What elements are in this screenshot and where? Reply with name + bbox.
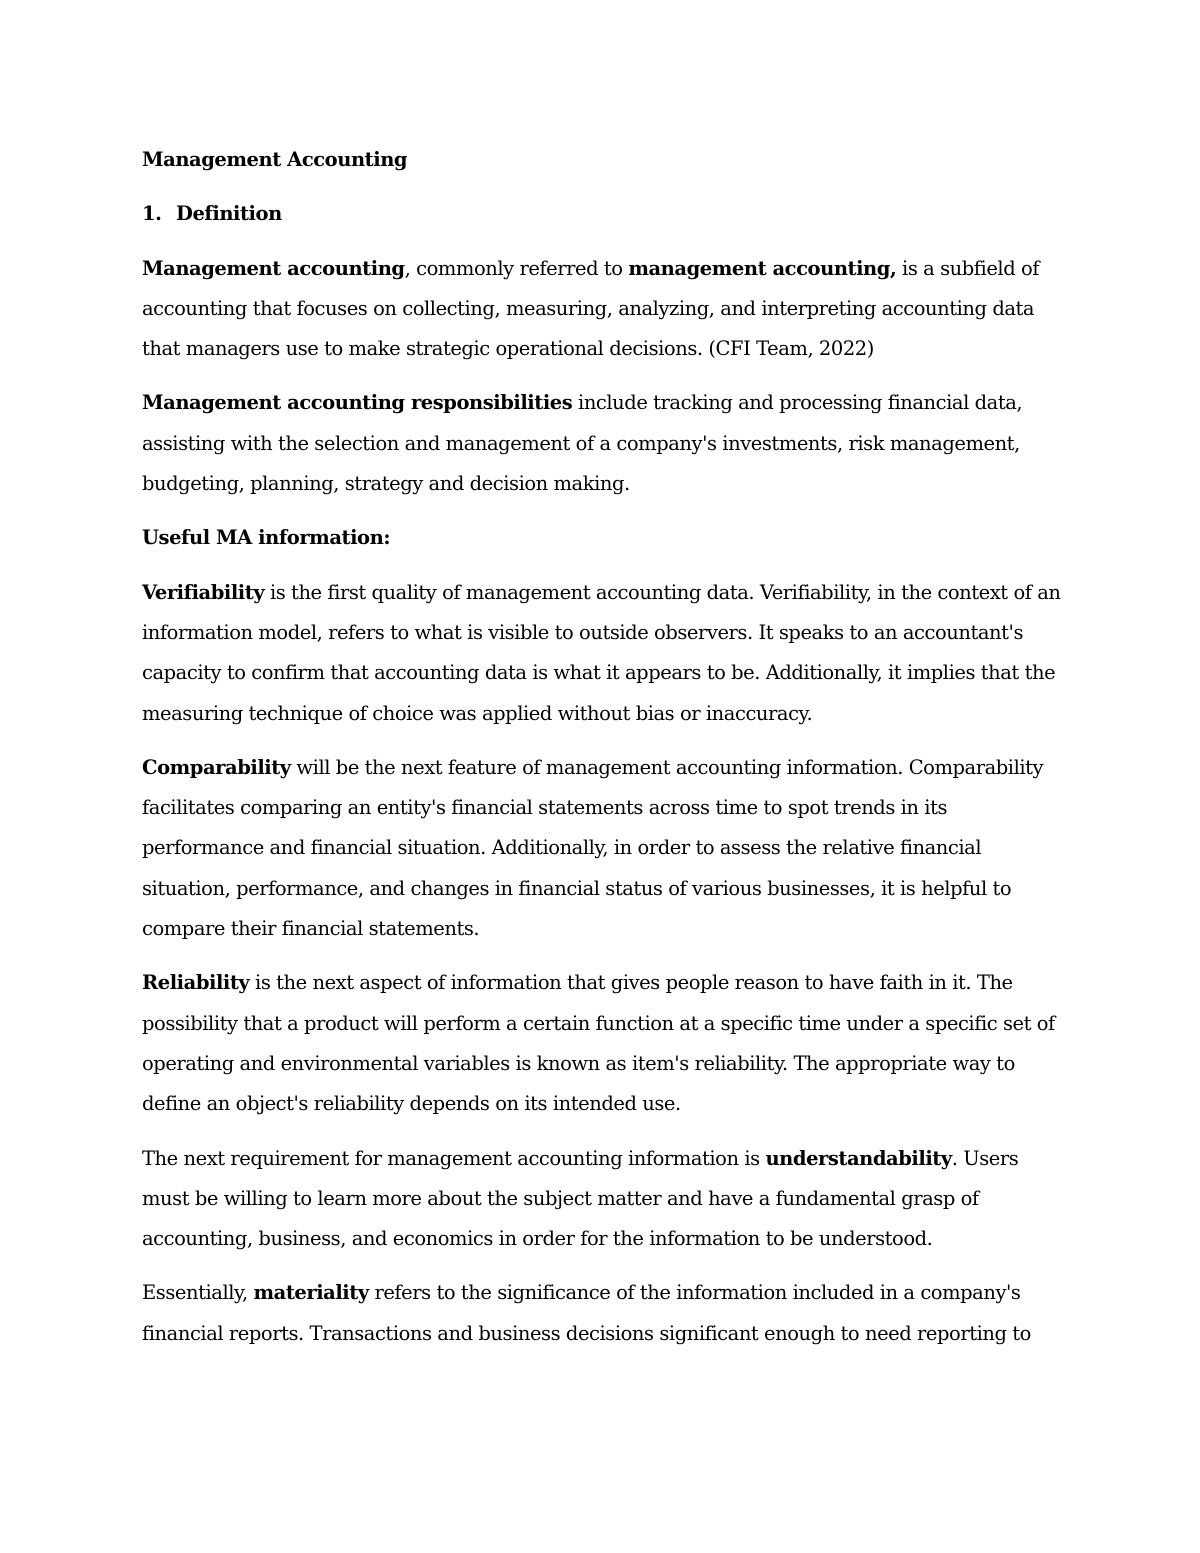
paragraph-text: include tracking and processing financial data, assisting with the selection and management of a company's investments, risk management, budgeting, planning, strategy and decision making. xyxy=(142,391,1023,496)
paragraph-reliability xyxy=(142,963,1062,1124)
bold-term: Verifiability xyxy=(142,580,265,604)
document-body xyxy=(142,140,1062,1368)
paragraph-definition xyxy=(142,249,1062,370)
section-heading xyxy=(142,194,1062,234)
paragraph-comparability xyxy=(142,748,1062,949)
bold-term: Reliability xyxy=(142,971,250,995)
bold-term: Comparability xyxy=(142,755,291,779)
subheading-useful-ma: Useful MA information: xyxy=(142,526,391,550)
paragraph-materiality xyxy=(142,1273,1062,1354)
section-number: 1. xyxy=(142,202,162,226)
bold-term: Management accounting xyxy=(142,256,405,280)
bold-term: Management accounting responsibilities xyxy=(142,391,573,415)
paragraph-verifiability xyxy=(142,573,1062,734)
paragraph-text: , commonly referred to xyxy=(404,256,629,280)
paragraph-text: refers to the significance of the information included in a company's financial reports. Transactions and business decisions significant enough to need reporting to xyxy=(142,1281,1031,1345)
section-title: Definition xyxy=(176,202,282,226)
document-title: Management Accounting xyxy=(142,148,408,171)
paragraph-text: . Users must be willing to learn more about the subject matter and have a fundamental grasp of accounting, business, and economics in order for the information to be understood. xyxy=(142,1146,1019,1251)
paragraph-text: will be the next feature of management accounting information. Comparability facilitates comparing an entity's financial statements across time to spot trends in its performance and financial situation. Additionally, in order to assess the relative financial situation, performance, and changes in financial status of various businesses, it is helpful to compare their financial statements. xyxy=(142,755,1044,941)
bold-term: management accounting, xyxy=(628,256,897,280)
paragraph-text: The next requirement for management accounting information is xyxy=(142,1146,766,1170)
bold-term: materiality xyxy=(253,1281,369,1305)
paragraph-text: Essentially, xyxy=(142,1281,254,1305)
paragraph-text: is the first quality of management accounting data. Verifiability, in the context of an information model, refers to what is visible to outside observers. It speaks to an accountant's capacity to confirm that accounting data is what it appears to be. Additionally, it implies that the measuring technique of choice was applied without bias or inaccuracy. xyxy=(142,580,1061,725)
paragraph-understandability xyxy=(142,1139,1062,1260)
paragraph-text: is a subfield of accounting that focuses on collecting, measuring, analyzing, and interpreting accounting data that managers use to make strategic operational decisions. (CFI Team, 2022) xyxy=(142,256,1040,361)
paragraph-text: is the next aspect of information that gives people reason to have faith in it. The possibility that a product will perform a certain function at a specific time under a specific set of operating and environmental variables is known as item's reliability. The appropriate way to define an object's reliability depends on its intended use. xyxy=(142,971,1055,1116)
bold-term: understandability xyxy=(765,1146,952,1170)
paragraph-responsibilities xyxy=(142,383,1062,504)
